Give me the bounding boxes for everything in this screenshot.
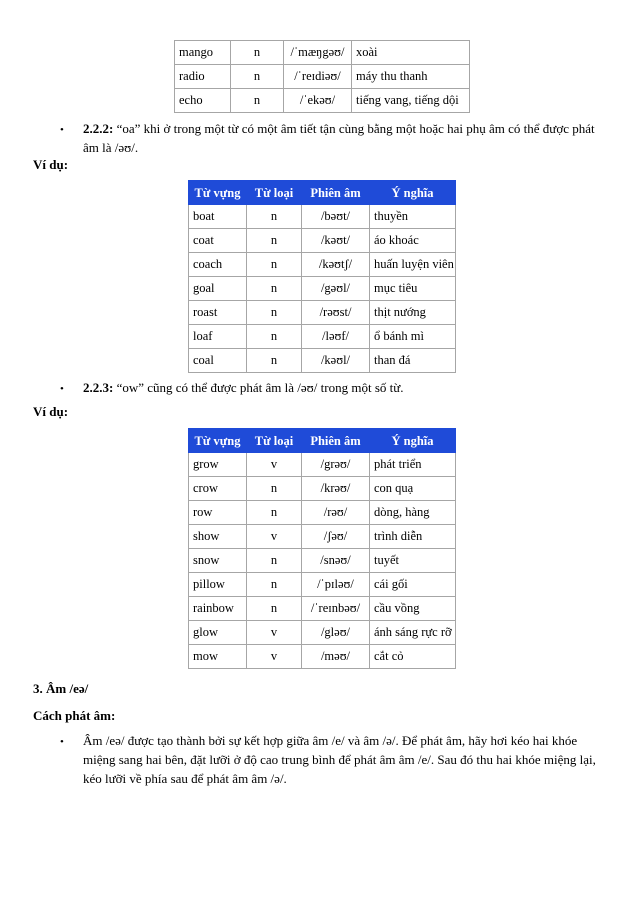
table-cell: v <box>247 525 302 549</box>
table-cell: /ˈpɪləʊ/ <box>302 573 370 597</box>
table-cell: dòng, hàng <box>370 501 456 525</box>
table-row <box>175 65 470 89</box>
table-row <box>189 253 456 277</box>
bullet-icon: • <box>60 124 64 136</box>
ow-vocab-table <box>188 428 456 669</box>
table-cell: ổ bánh mì <box>370 325 456 349</box>
table-cell: /məʊ/ <box>302 645 370 669</box>
table-cell: v <box>247 621 302 645</box>
table-row <box>189 573 456 597</box>
table-cell: n <box>247 229 302 253</box>
table-cell: thuyền <box>370 205 456 229</box>
table-cell: /gəʊl/ <box>302 277 370 301</box>
section-2-2-3-text: 2.2.3: “ow” cũng có thể được phát âm là /əʊ/ trong một số từ. <box>83 380 404 395</box>
table-cell: glow <box>189 621 247 645</box>
table-cell: /kəʊtʃ/ <box>302 253 370 277</box>
table-cell: roast <box>189 301 247 325</box>
table-cell: /bəʊt/ <box>302 205 370 229</box>
table-row <box>189 301 456 325</box>
table-cell: n <box>247 277 302 301</box>
table-row <box>189 645 456 669</box>
table-cell: cắt cỏ <box>370 645 456 669</box>
table-cell: /kəʊt/ <box>302 229 370 253</box>
table-cell: n <box>247 301 302 325</box>
table-cell: áo khoác <box>370 229 456 253</box>
table-cell: huấn luyện viên <box>370 253 456 277</box>
table-cell: grow <box>189 453 247 477</box>
table-cell: cầu vồng <box>370 597 456 621</box>
top-vocab-table <box>174 40 470 113</box>
column-header: Từ loại <box>247 429 302 453</box>
example-label: Ví dụ: <box>33 157 69 172</box>
table-cell: n <box>247 253 302 277</box>
section-id: 2.2.3: <box>83 380 114 395</box>
table-row <box>189 501 456 525</box>
table-cell: máy thu thanh <box>352 65 470 89</box>
table-cell: tiếng vang, tiếng dội <box>352 89 470 113</box>
table-cell: n <box>231 65 284 89</box>
table-cell: thịt nướng <box>370 301 456 325</box>
section-2-2-2-text: 2.2.2: “oa” khi ở trong một từ có một âm tiết tận cùng bằng một hoặc hai phụ âm có thể được phát âm là /əʊ/. <box>83 121 595 155</box>
bullet-icon: • <box>60 383 64 395</box>
table-cell: n <box>247 597 302 621</box>
table-cell: /grəʊ/ <box>302 453 370 477</box>
column-header: Phiên âm <box>302 429 370 453</box>
table-cell: coal <box>189 349 247 373</box>
table-cell: xoài <box>352 41 470 65</box>
table-row <box>189 477 456 501</box>
table-row <box>189 277 456 301</box>
table-cell: n <box>231 89 284 113</box>
table-cell: n <box>247 325 302 349</box>
table-row <box>189 525 456 549</box>
table-cell: n <box>231 41 284 65</box>
table-cell: rainbow <box>189 597 247 621</box>
column-header: Ý nghĩa <box>370 429 456 453</box>
table-cell: coat <box>189 229 247 253</box>
table-cell: than đá <box>370 349 456 373</box>
table-cell: /rəʊst/ <box>302 301 370 325</box>
table-cell: snow <box>189 549 247 573</box>
table-cell: radio <box>175 65 231 89</box>
table-cell: /ˈreɪdiəʊ/ <box>284 65 352 89</box>
pronunciation-text: Âm /eə/ được tạo thành bởi sự kết hợp giữa âm /e/ và âm /ə/. Để phát âm, hãy hơi kéo hai khóe miệng sang hai bên, đặt lưỡi ở độ cao trung bình để phát âm âm /e/. Sau đó thu hai khóe miệng lại, kéo lưỡi về phía sau để phát âm âm /ə/. <box>83 733 596 786</box>
table-cell: /ləʊf/ <box>302 325 370 349</box>
table-cell: echo <box>175 89 231 113</box>
section-id: 2.2.2: <box>83 121 114 136</box>
pronunciation-label: Cách phát âm: <box>33 708 116 723</box>
table-cell: n <box>247 501 302 525</box>
table-cell: n <box>247 549 302 573</box>
table-cell: n <box>247 205 302 229</box>
column-header: Từ loại <box>247 181 302 205</box>
bullet-icon: • <box>60 736 64 748</box>
table-row <box>175 89 470 113</box>
table-cell: crow <box>189 477 247 501</box>
section-3-title: 3. Âm /eə/ <box>33 681 89 696</box>
table-cell: loaf <box>189 325 247 349</box>
table-row <box>189 349 456 373</box>
column-header: Ý nghĩa <box>370 181 456 205</box>
table-cell: /rəʊ/ <box>302 501 370 525</box>
table-cell: ánh sáng rực rỡ <box>370 621 456 645</box>
table-row <box>189 549 456 573</box>
column-header: Từ vựng <box>189 181 247 205</box>
table-cell: boat <box>189 205 247 229</box>
table-row <box>175 41 470 65</box>
table-cell: row <box>189 501 247 525</box>
table-cell: /krəʊ/ <box>302 477 370 501</box>
table-cell: con quạ <box>370 477 456 501</box>
table-cell: cái gối <box>370 573 456 597</box>
table-cell: goal <box>189 277 247 301</box>
table-cell: n <box>247 349 302 373</box>
table-cell: n <box>247 477 302 501</box>
table-cell: pillow <box>189 573 247 597</box>
table-row <box>189 597 456 621</box>
table-cell: phát triển <box>370 453 456 477</box>
oa-vocab-table <box>188 180 456 373</box>
table-row <box>189 621 456 645</box>
table-cell: /ˈmæŋgəʊ/ <box>284 41 352 65</box>
table-cell: v <box>247 645 302 669</box>
table-cell: /kəʊl/ <box>302 349 370 373</box>
table-row <box>189 453 456 477</box>
table-cell: mango <box>175 41 231 65</box>
table-row <box>189 325 456 349</box>
table-cell: mow <box>189 645 247 669</box>
table-cell: /snəʊ/ <box>302 549 370 573</box>
table-cell: tuyết <box>370 549 456 573</box>
table-cell: /ˈreɪnbəʊ/ <box>302 597 370 621</box>
table-cell: /ʃəʊ/ <box>302 525 370 549</box>
table-cell: coach <box>189 253 247 277</box>
column-header: Từ vựng <box>189 429 247 453</box>
table-row <box>189 229 456 253</box>
table-cell: n <box>247 573 302 597</box>
example-label: Ví dụ: <box>33 404 69 419</box>
table-row <box>189 205 456 229</box>
column-header: Phiên âm <box>302 181 370 205</box>
table-cell: v <box>247 453 302 477</box>
table-cell: show <box>189 525 247 549</box>
table-cell: /gləʊ/ <box>302 621 370 645</box>
table-cell: trình diễn <box>370 525 456 549</box>
table-cell: /ˈekəʊ/ <box>284 89 352 113</box>
table-cell: mục tiêu <box>370 277 456 301</box>
